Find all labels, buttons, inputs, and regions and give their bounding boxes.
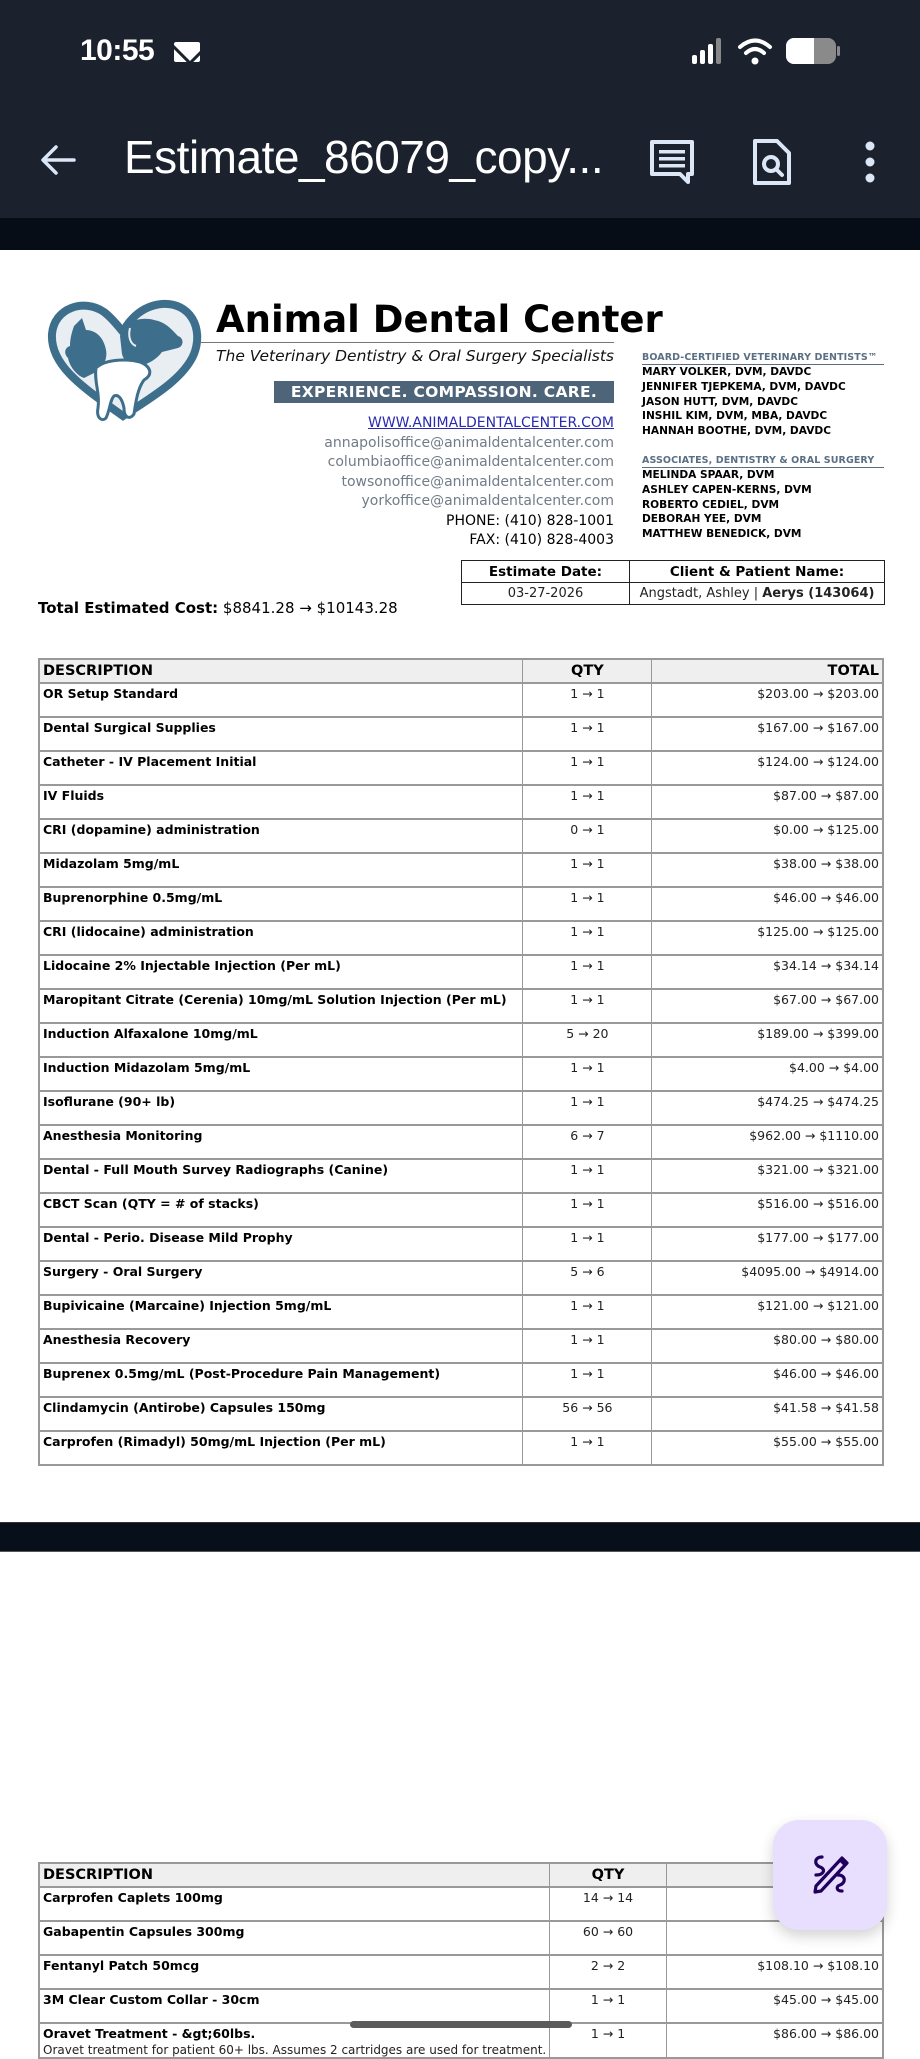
- estimate-info-table: [461, 560, 885, 605]
- comments-icon[interactable]: [648, 138, 696, 186]
- item-total: $0.00 → $125.00: [652, 819, 883, 853]
- find-in-document-icon[interactable]: [752, 138, 792, 186]
- item-total: $125.00 → $125.00: [652, 921, 883, 955]
- edit-annotate-icon: [808, 1853, 852, 1897]
- item-description: [39, 785, 523, 819]
- item-qty: 1 → 1: [523, 1329, 652, 1363]
- item-total: $124.00 → $124.00: [652, 751, 883, 785]
- table-row: [39, 989, 883, 1023]
- item-description: [39, 1261, 523, 1295]
- item-description-text: Dental - Full Mouth Survey Radiographs (Canine): [43, 1162, 389, 1177]
- email-columbia[interactable]: columbiaoffice@animaldentalcenter.com: [327, 454, 614, 470]
- item-description: [39, 955, 523, 989]
- table-row: [39, 717, 883, 751]
- item-note: Oravet treatment for patient 60+ lbs. Assumes 2 cartridges are used for treatment.: [43, 2043, 547, 2057]
- staff-member: MELINDA SPAAR, DVM: [642, 468, 775, 481]
- item-qty: 1 → 1: [523, 1431, 652, 1465]
- item-description-text: Gabapentin Capsules 300mg: [43, 1924, 245, 1939]
- item-description: [39, 1431, 523, 1465]
- item-description-text: OR Setup Standard: [43, 686, 179, 701]
- item-description: [39, 1887, 550, 1921]
- item-description-text: Lidocaine 2% Injectable Injection (Per mL): [43, 958, 341, 973]
- item-qty: 1 → 1: [523, 1363, 652, 1397]
- fax-number: FAX: (410) 828-4003: [469, 532, 614, 548]
- email-towson[interactable]: towsonoffice@animaldentalcenter.com: [341, 473, 614, 490]
- item-description: [39, 853, 523, 887]
- more-options-icon[interactable]: [860, 140, 880, 184]
- item-total: $67.00 → $67.00: [652, 989, 883, 1023]
- item-description: [39, 1125, 523, 1159]
- item-description-text: Buprenex 0.5mg/mL (Post-Procedure Pain Management): [43, 1366, 441, 1381]
- status-time: 10:55: [80, 34, 155, 67]
- table-row: [39, 1921, 883, 1955]
- item-qty: 1 → 1: [550, 2023, 667, 2058]
- item-description: [39, 1193, 523, 1227]
- item-description: [39, 1057, 523, 1091]
- item-total: $45.00 → $45.00: [666, 1989, 883, 2023]
- table-row: [39, 1989, 883, 2023]
- item-description: [39, 1989, 550, 2023]
- item-description: [39, 1921, 550, 1955]
- item-description-text: Buprenorphine 0.5mg/mL: [43, 890, 223, 905]
- item-qty: 1 → 1: [523, 1227, 652, 1261]
- item-total: $87.00 → $87.00: [652, 785, 883, 819]
- table-row: [39, 1125, 883, 1159]
- item-description: [39, 887, 523, 921]
- staff-member: HANNAH BOOTHE, DVM, DAVDC: [642, 425, 831, 438]
- item-total: $80.00 → $80.00: [652, 1329, 883, 1363]
- wifi-icon: [738, 36, 772, 66]
- table-row: [39, 853, 883, 887]
- total-value: $8841.28 → $10143.28: [218, 599, 398, 617]
- item-description: [39, 751, 523, 785]
- item-total: $203.00 → $203.00: [652, 683, 883, 717]
- item-description-text: Dental Surgical Supplies: [43, 720, 216, 735]
- table-row: [39, 1261, 883, 1295]
- column-header-total: TOTAL: [652, 659, 883, 683]
- table-row: [39, 1159, 883, 1193]
- item-qty: 56 → 56: [523, 1397, 652, 1431]
- item-qty: 5 → 20: [523, 1023, 652, 1057]
- table-row: [39, 1329, 883, 1363]
- item-total: $516.00 → $516.00: [652, 1193, 883, 1227]
- item-description-text: CRI (dopamine) administration: [43, 822, 260, 837]
- animal-dental-center-logo-icon: [44, 296, 202, 422]
- item-description-text: Bupivicaine (Marcaine) Injection 5mg/mL: [43, 1298, 332, 1313]
- item-qty: 14 → 14: [550, 1887, 667, 1921]
- table-row: [39, 683, 883, 717]
- item-description: [39, 1091, 523, 1125]
- item-description-text: Fentanyl Patch 50mcg: [43, 1958, 200, 1973]
- item-qty: 2 → 2: [550, 1955, 667, 1989]
- item-total: $46.00 → $46.00: [652, 1363, 883, 1397]
- brand-name: Animal Dental Center: [216, 298, 663, 341]
- item-qty: 1 → 1: [523, 989, 652, 1023]
- board-certified-heading: BOARD-CERTIFIED VETERINARY DENTISTS™: [642, 352, 884, 365]
- mail-icon: [174, 42, 200, 62]
- staff-member: JENNIFER TJEPKEMA, DVM, DAVDC: [642, 380, 846, 393]
- document-title: Estimate_86079_copy...: [124, 131, 604, 183]
- total-label: Total Estimated Cost:: [38, 599, 219, 617]
- item-total: $321.00 → $321.00: [652, 1159, 883, 1193]
- staff-member: INSHIL KIM, DVM, MBA, DAVDC: [642, 410, 828, 423]
- viewer-gap: [0, 218, 920, 250]
- item-description-text: Dental - Perio. Disease Mild Prophy: [43, 1230, 293, 1245]
- email-york[interactable]: yorkoffice@animaldentalcenter.com: [361, 493, 614, 509]
- item-description-text: Oravet Treatment - &gt;60lbs.: [43, 2026, 256, 2041]
- table-row: [39, 1955, 883, 1989]
- table-row: [39, 2023, 883, 2058]
- battery-icon: [786, 38, 840, 64]
- staff-member: JASON HUTT, DVM, DAVDC: [642, 395, 798, 408]
- column-header-description: DESCRIPTION: [39, 659, 523, 683]
- table-row: [39, 751, 883, 785]
- item-qty: 1 → 1: [523, 1193, 652, 1227]
- item-description: [39, 1023, 523, 1057]
- item-description-text: Carprofen (Rimadyl) 50mg/mL Injection (Per mL): [43, 1434, 386, 1449]
- item-description-text: 3M Clear Custom Collar - 30cm: [43, 1992, 260, 2007]
- table-row: [39, 1057, 883, 1091]
- patient-name: Aerys (143064): [762, 586, 875, 601]
- app-bar: [0, 100, 920, 218]
- item-qty: 1 → 1: [523, 887, 652, 921]
- table-row: [39, 1397, 883, 1431]
- brand-motto: EXPERIENCE. COMPASSION. CARE.: [274, 381, 614, 403]
- item-qty: 1 → 1: [523, 683, 652, 717]
- client-patient-name: [630, 583, 885, 605]
- item-total: $121.00 → $121.00: [652, 1295, 883, 1329]
- brand-tagline: The Veterinary Dentistry & Oral Surgery Specialists: [216, 347, 614, 365]
- item-description-text: Surgery - Oral Surgery: [43, 1264, 203, 1279]
- item-qty: 1 → 1: [523, 1159, 652, 1193]
- item-description-text: Anesthesia Recovery: [43, 1332, 191, 1347]
- item-total: $962.00 → $1110.00: [652, 1125, 883, 1159]
- item-description: [39, 819, 523, 853]
- email-annapolis[interactable]: annapolisoffice@animaldentalcenter.com: [324, 434, 614, 451]
- item-total: $86.00 → $86.00: [666, 2023, 883, 2058]
- table-row: [39, 1295, 883, 1329]
- staff-list: [642, 352, 884, 542]
- table-row: [39, 1193, 883, 1227]
- item-total: $38.00 → $38.00: [652, 853, 883, 887]
- page-separator: [0, 1522, 920, 1552]
- item-description-text: CRI (lidocaine) administration: [43, 924, 254, 939]
- table-row: [39, 1227, 883, 1261]
- table-row: [39, 1431, 883, 1465]
- table-row: [39, 921, 883, 955]
- contact-block: [324, 414, 614, 551]
- item-description-text: Anesthesia Monitoring: [43, 1128, 203, 1143]
- table-row: [39, 955, 883, 989]
- item-qty: 1 → 1: [550, 1989, 667, 2023]
- annotate-fab-button[interactable]: [773, 1820, 887, 1930]
- item-qty: 1 → 1: [523, 1057, 652, 1091]
- table-row: [39, 1363, 883, 1397]
- back-arrow-icon[interactable]: [38, 140, 78, 180]
- item-description-text: CBCT Scan (QTY = # of stacks): [43, 1196, 259, 1211]
- column-header-qty: QTY: [550, 1863, 667, 1887]
- table-header-row: [39, 1863, 883, 1887]
- item-qty: 1 → 1: [523, 1295, 652, 1329]
- estimate-date: 03-27-2026: [462, 583, 630, 605]
- table-row: [39, 1091, 883, 1125]
- item-description: [39, 1955, 550, 1989]
- item-description: [39, 1363, 523, 1397]
- staff-member: ASHLEY CAPEN-KERNS, DVM: [642, 483, 812, 496]
- brand-divider: [200, 342, 614, 343]
- associates-heading: ASSOCIATES, DENTISTRY & ORAL SURGERY: [642, 455, 884, 468]
- item-description-text: Carprofen Caplets 100mg: [43, 1890, 223, 1905]
- staff-member: MARY VOLKER, DVM, DAVDC: [642, 366, 812, 378]
- item-description: [39, 1397, 523, 1431]
- item-total: $46.00 → $46.00: [652, 887, 883, 921]
- item-total: $34.14 → $34.14: [652, 955, 883, 989]
- item-qty: 1 → 1: [523, 955, 652, 989]
- item-qty: 1 → 1: [523, 751, 652, 785]
- phone-number: PHONE: (410) 828-1001: [446, 512, 614, 529]
- item-description-text: Induction Alfaxalone 10mg/mL: [43, 1026, 258, 1041]
- item-description: [39, 1329, 523, 1363]
- staff-member: ROBERTO CEDIEL, DVM: [642, 498, 780, 511]
- item-description-text: Isoflurane (90+ lb): [43, 1094, 176, 1109]
- item-qty: 1 → 1: [523, 785, 652, 819]
- item-description: [39, 717, 523, 751]
- staff-member: DEBORAH YEE, DVM: [642, 513, 762, 526]
- website-link[interactable]: WWW.ANIMALDENTALCENTER.COM: [368, 415, 614, 431]
- table-row: [39, 1887, 883, 1921]
- client-name: Angstadt, Ashley |: [639, 586, 763, 601]
- item-total: $189.00 → $399.00: [652, 1023, 883, 1057]
- table-row: [39, 785, 883, 819]
- status-bar: [0, 0, 920, 100]
- item-description: [39, 921, 523, 955]
- item-qty: 1 → 1: [523, 717, 652, 751]
- item-total: $4.00 → $4.00: [652, 1057, 883, 1091]
- item-qty: 1 → 1: [523, 921, 652, 955]
- item-qty: 0 → 1: [523, 819, 652, 853]
- item-qty: 6 → 7: [523, 1125, 652, 1159]
- item-total: $55.00 → $55.00: [652, 1431, 883, 1465]
- item-total: $474.25 → $474.25: [652, 1091, 883, 1125]
- signal-icon: [692, 38, 726, 64]
- table-row: [39, 1023, 883, 1057]
- column-header-description: DESCRIPTION: [39, 1863, 550, 1887]
- table-row: [39, 887, 883, 921]
- item-description-text: Induction Midazolam 5mg/mL: [43, 1060, 251, 1075]
- item-qty: 5 → 6: [523, 1261, 652, 1295]
- item-total: $108.10 → $108.10: [666, 1955, 883, 1989]
- total-estimated-cost: [38, 599, 398, 617]
- column-header-qty: QTY: [523, 659, 652, 683]
- item-description: [39, 1295, 523, 1329]
- document-page-2: [0, 1552, 920, 2057]
- item-description-text: Midazolam 5mg/mL: [43, 856, 180, 871]
- item-description-text: Catheter - IV Placement Initial: [43, 754, 257, 769]
- item-total: $167.00 → $167.00: [652, 717, 883, 751]
- item-qty: 1 → 1: [523, 853, 652, 887]
- item-qty: 1 → 1: [523, 1091, 652, 1125]
- table-row: [39, 819, 883, 853]
- estimate-date-label: Estimate Date:: [462, 561, 630, 583]
- document-page-1: [0, 250, 920, 1522]
- item-total: $4095.00 → $4914.00: [652, 1261, 883, 1295]
- table-header-row: [39, 659, 883, 683]
- item-description-text: IV Fluids: [43, 788, 105, 803]
- item-description: [39, 683, 523, 717]
- item-total: $41.58 → $41.58: [652, 1397, 883, 1431]
- line-items-table-continued: [38, 1862, 884, 2059]
- item-description: [39, 989, 523, 1023]
- staff-member: MATTHEW BENEDICK, DVM: [642, 528, 802, 541]
- line-items-table: [38, 658, 884, 1466]
- item-description: [39, 2023, 550, 2058]
- scroll-indicator[interactable]: [350, 2021, 572, 2028]
- client-patient-label: Client & Patient Name:: [630, 561, 885, 583]
- item-qty: 60 → 60: [550, 1921, 667, 1955]
- item-description-text: Clindamycin (Antirobe) Capsules 150mg: [43, 1400, 326, 1415]
- item-total: $177.00 → $177.00: [652, 1227, 883, 1261]
- item-description: [39, 1159, 523, 1193]
- item-description-text: Maropitant Citrate (Cerenia) 10mg/mL Solution Injection (Per mL): [43, 992, 507, 1007]
- item-description: [39, 1227, 523, 1261]
